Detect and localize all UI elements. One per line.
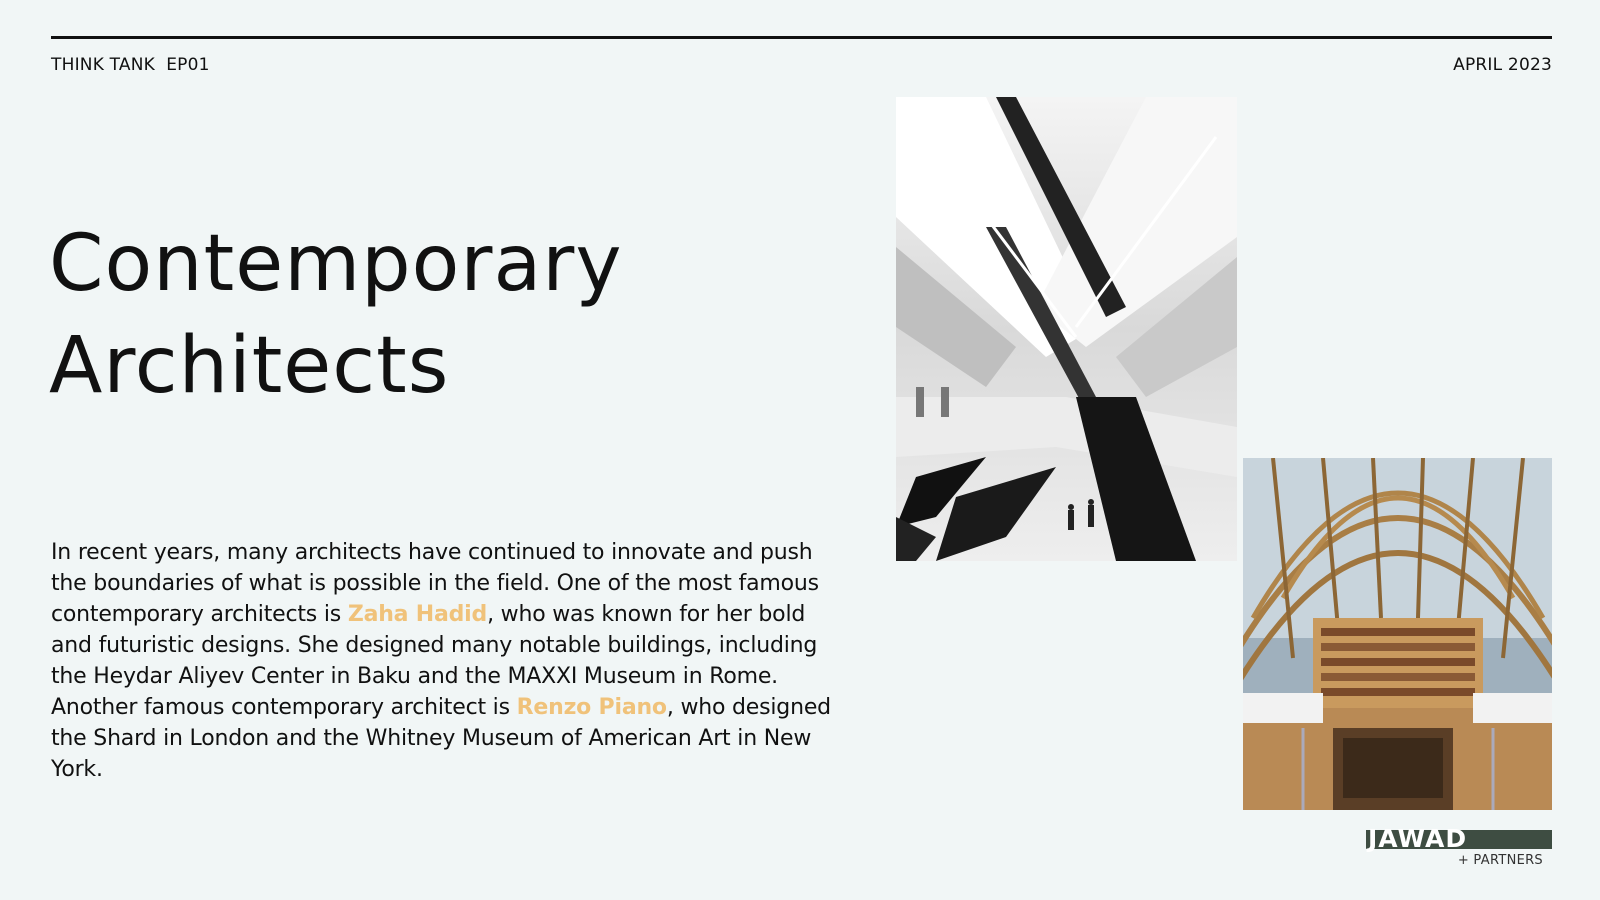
company-logo bbox=[1366, 826, 1552, 868]
body-text-part-2: , who was known for her bold and futuristic designs. She designed many notable buildings, including the Heydar Aliyev Center in Baku and the MAXXI Museum in Rome. Another famous contemporary architect is bbox=[51, 602, 818, 720]
title-line-1: Contemporary bbox=[49, 219, 623, 309]
date-label: APRIL 2023 bbox=[1453, 55, 1552, 75]
library-photo-vaulted-roof bbox=[1243, 458, 1552, 810]
body-text-part-3: , who designed the Shard in London and the Whitney Museum of American Art in New York. bbox=[51, 695, 831, 782]
page-title bbox=[49, 213, 623, 417]
interior-photo-white-atrium bbox=[896, 97, 1237, 561]
episode-label: THINK TANK EP01 bbox=[51, 55, 210, 75]
title-line-2: Architects bbox=[49, 321, 450, 411]
logo-wordmark: JAWAD bbox=[1368, 824, 1468, 853]
body-text-part-1: In recent years, many architects have continued to innovate and push the boundaries of what is possible in the field. One of the most famous contemporary architects is bbox=[51, 540, 819, 627]
logo-subtitle: + PARTNERS bbox=[1457, 853, 1543, 868]
architect-name-zaha-hadid: Zaha Hadid bbox=[347, 602, 488, 627]
architect-name-renzo-piano: Renzo Piano bbox=[516, 695, 667, 720]
body-paragraph bbox=[51, 537, 831, 785]
top-divider bbox=[51, 36, 1552, 39]
